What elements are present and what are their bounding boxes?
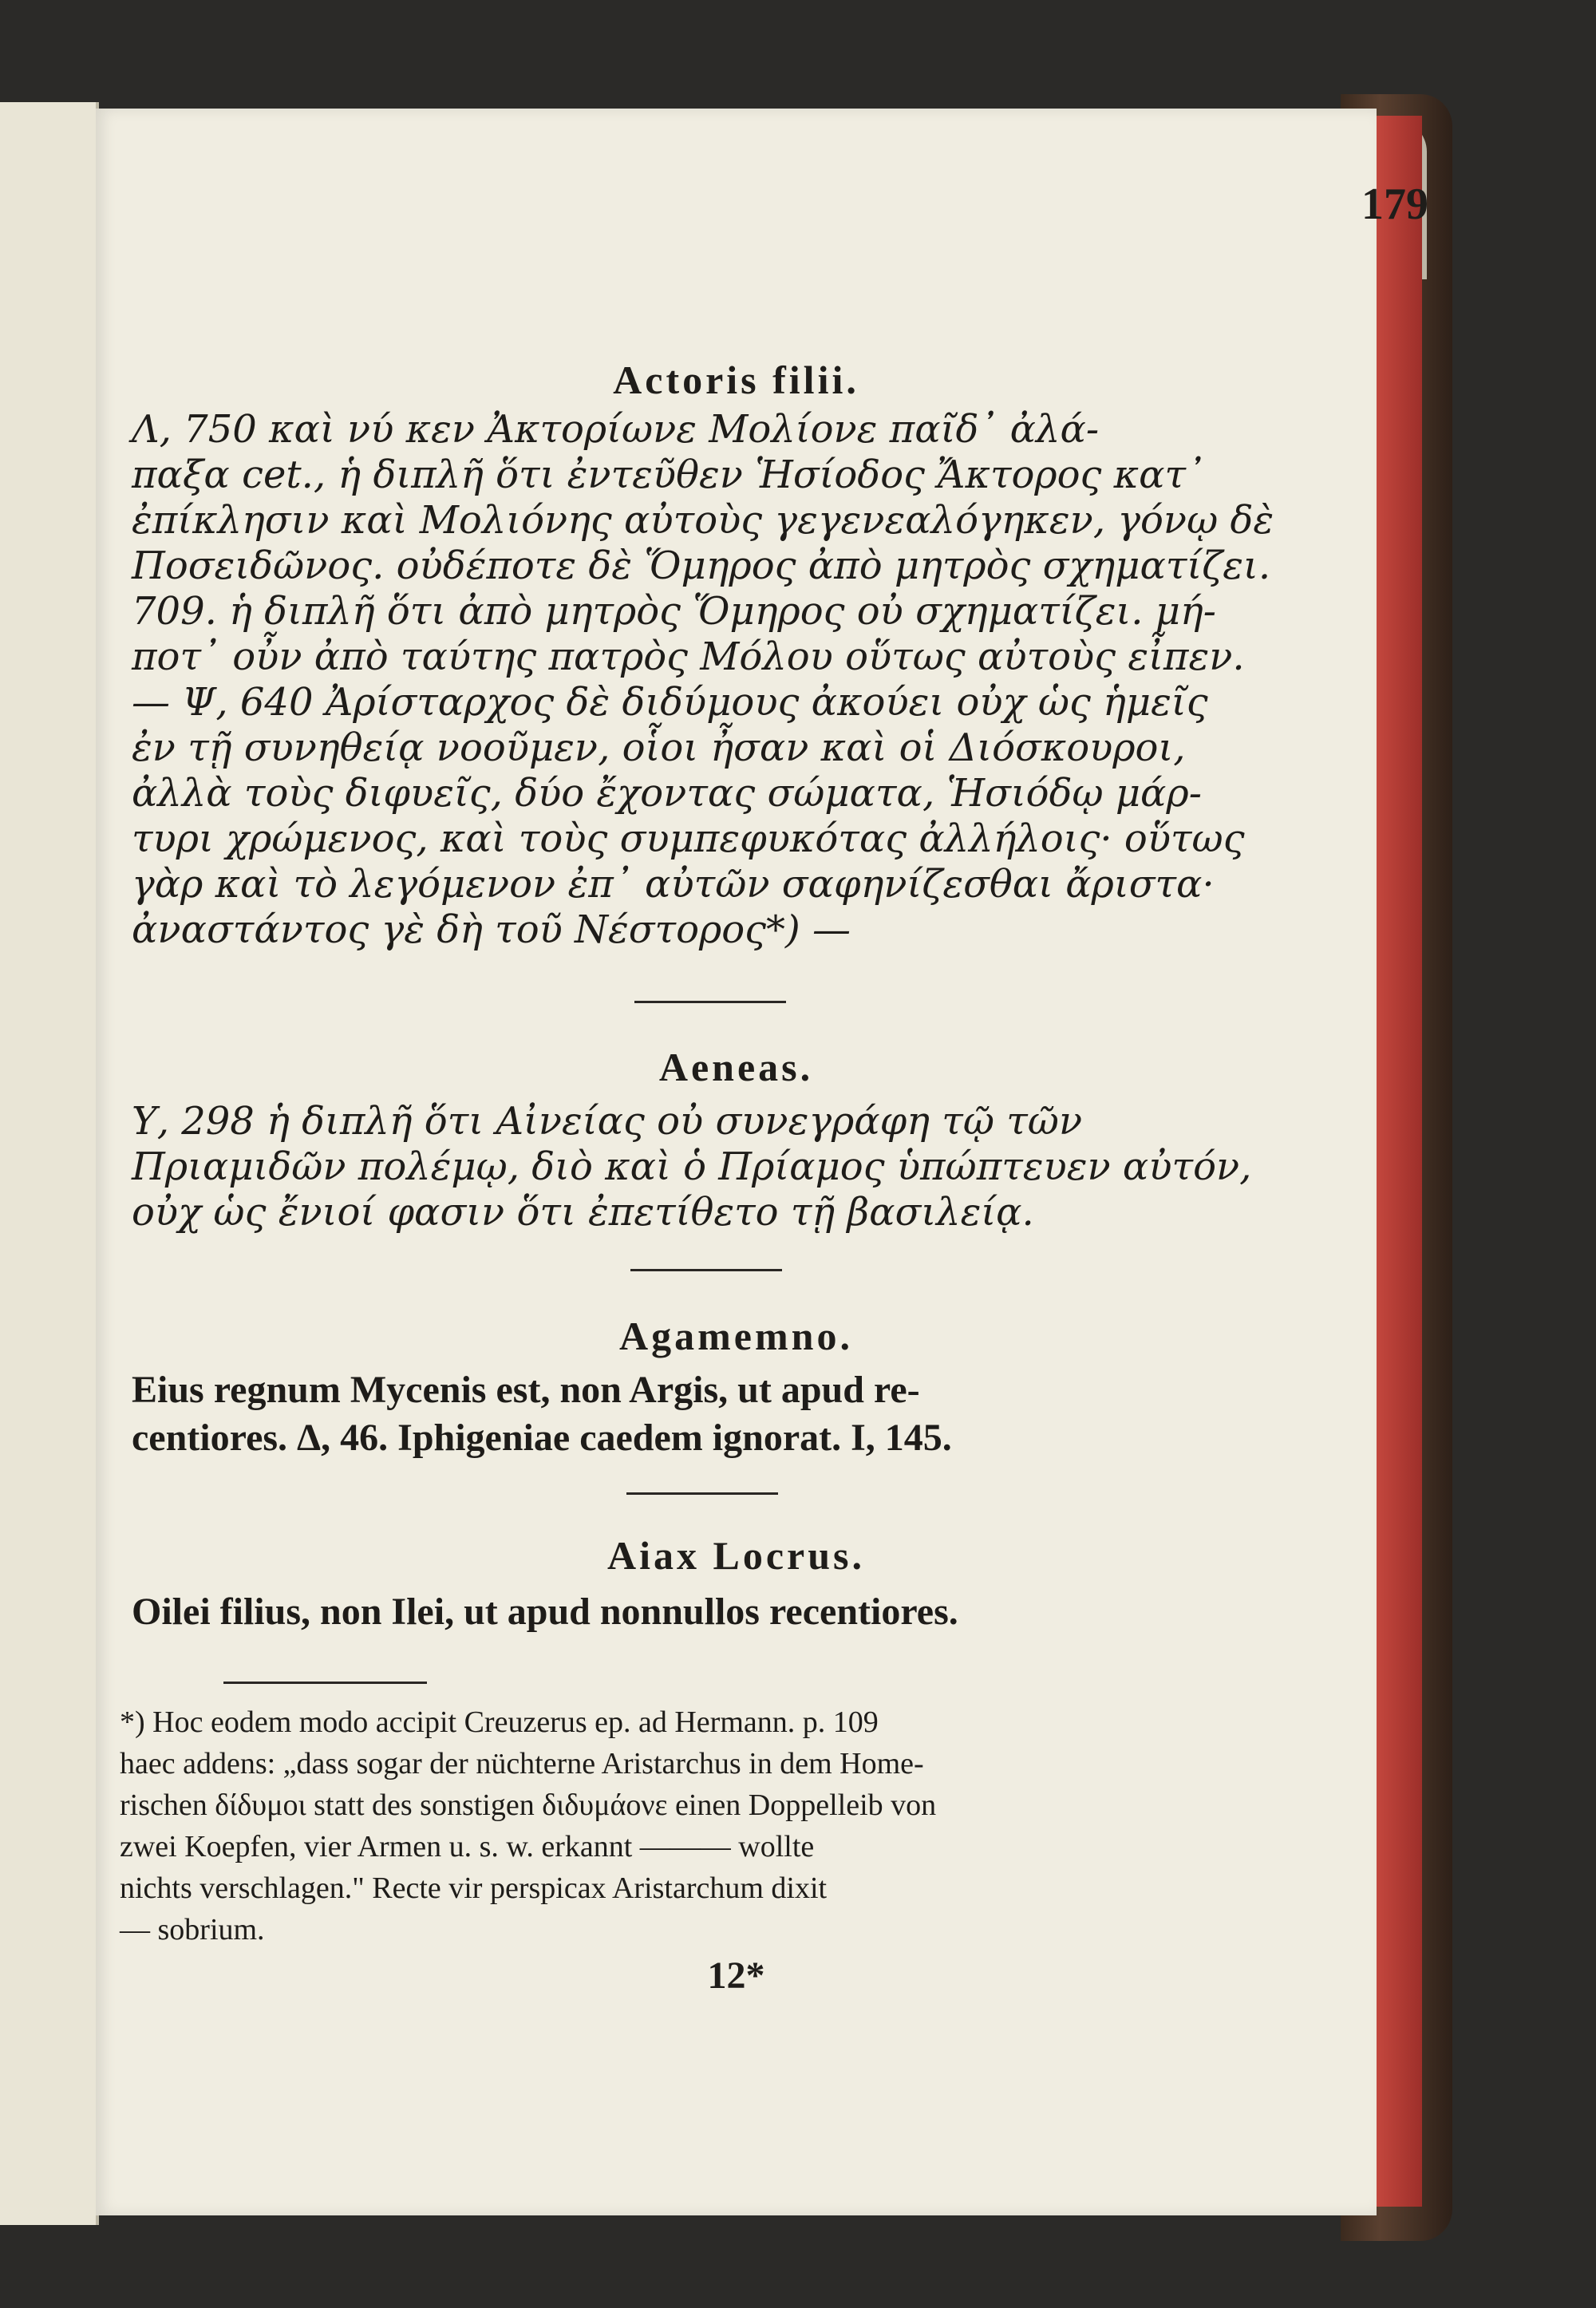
footnote-line: — sobrium.	[120, 1913, 265, 1946]
text-line: ἀναστάντος γὲ δὴ τοῦ Νέστορος*) —	[132, 907, 851, 952]
text-line: 709. ἡ διπλῆ ὅτι ἀπὸ μητρὸς Ὅμηρος οὐ σχηματίζει. μή-	[132, 589, 1216, 634]
footnote-line: nichts verschlagen." Recte vir perspicax Aristarchum dixit	[120, 1871, 828, 1905]
left-page-edge	[0, 102, 99, 2225]
section-body-aiax-locrus	[132, 1588, 1193, 1636]
section-body-agamemno	[132, 1366, 1193, 1462]
text-line: Υ, 298 ἡ διπλῆ ὅτι Αἰνείας οὐ συνεγράφη τῷ τῶν	[132, 1099, 1083, 1144]
text-line: ἐπίκλησιν καὶ Μολιόνης αὐτοὺς γεγενεαλόγηκεν, γόνῳ δὲ	[132, 498, 1274, 543]
section-body-aeneas	[132, 1099, 1252, 1235]
section-title-aeneas: Aeneas.	[658, 1045, 814, 1089]
text-line: ἐν τῇ συνηθείᾳ νοοῦμεν, οἷοι ἦσαν καὶ οἱ Διόσκουροι,	[132, 725, 1186, 770]
section-divider	[630, 1269, 782, 1271]
footnote-line: *) Hoc eodem modo accipit Creuzerus ep. ad Hermann. p. 109	[120, 1705, 879, 1739]
text-line: οὐχ ὡς ἔνιοί φασιν ὅτι ἐπετίθετο τῇ βασιλείᾳ.	[132, 1190, 1034, 1235]
text-line: τυρι χρώμενος, καὶ τοὺς συμπεφυκότας ἀλλήλοις· οὕτως	[132, 816, 1245, 861]
red-page-edges	[1371, 116, 1422, 2207]
footnote-line: rischen δίδυμοι statt des sonstigen διδυμάονε einen Doppelleib von	[120, 1788, 937, 1822]
text-line: ποτ᾽ οὖν ἀπὸ ταύτης πατρὸς Μόλου οὕτως αὐτοὺς εἶπεν.	[132, 634, 1245, 679]
footnote	[120, 1701, 1189, 1950]
text-line: Πριαμιδῶν πολέμῳ, διὸ καὶ ὁ Πρίαμος ὑπώπτευεν αὐτόν,	[132, 1144, 1252, 1189]
text-line: γὰρ καὶ τὸ λεγόμενον ἐπ᾽ αὐτῶν σαφηνίζεσθαι ἄριστα·	[132, 862, 1215, 907]
section-title-aiax-locrus: Aiax Locrus.	[607, 1533, 865, 1578]
signature-mark: 12*	[707, 1954, 765, 1997]
section-divider	[626, 1492, 778, 1495]
footnote-line: zwei Koepfen, vier Armen u. s. w. erkannt ——— wollte	[120, 1830, 815, 1863]
section-body-actoris-filii	[132, 407, 1274, 953]
text-line: — Ψ, 640 Ἀρίσταρχος δὲ διδύμους ἀκούει οὐχ ὡς ἡμεῖς	[132, 680, 1208, 725]
text-line: centiores. Δ, 46. Iphigeniae caedem ignorat. Ι, 145.	[132, 1417, 952, 1459]
page-number: 179	[1361, 180, 1428, 229]
text-line: Ποσειδῶνος. οὐδέποτε δὲ Ὅμηρος ἀπὸ μητρὸς σχηματίζει.	[132, 543, 1271, 588]
text-line: Λ, 750 καὶ νύ κεν Ἀκτορίωνε Μολίονε παῖδ᾽ ἀλά-	[132, 407, 1100, 452]
section-divider	[634, 1001, 786, 1003]
section-title-agamemno: Agamemno.	[619, 1314, 853, 1358]
text-line: Oilei filius, non Ilei, ut apud nonnullos recentiores.	[132, 1591, 958, 1633]
text-line: Eius regnum Mycenis est, non Argis, ut apud re-	[132, 1369, 920, 1411]
footnote-divider	[223, 1682, 427, 1684]
section-title-actoris-filii: Actoris filii.	[613, 358, 859, 402]
footnote-line: haec addens: „dass sogar der nüchterne Aristarchus in dem Home-	[120, 1747, 924, 1780]
text-line: ἀλλὰ τοὺς διφυεῖς, δύο ἔχοντας σώματα, Ἡσιόδῳ μάρ-	[132, 771, 1202, 816]
text-line: παξα cet., ἡ διπλῆ ὅτι ἐντεῦθεν Ἡσίοδος Ἄκτορος κατ᾽	[132, 453, 1206, 497]
